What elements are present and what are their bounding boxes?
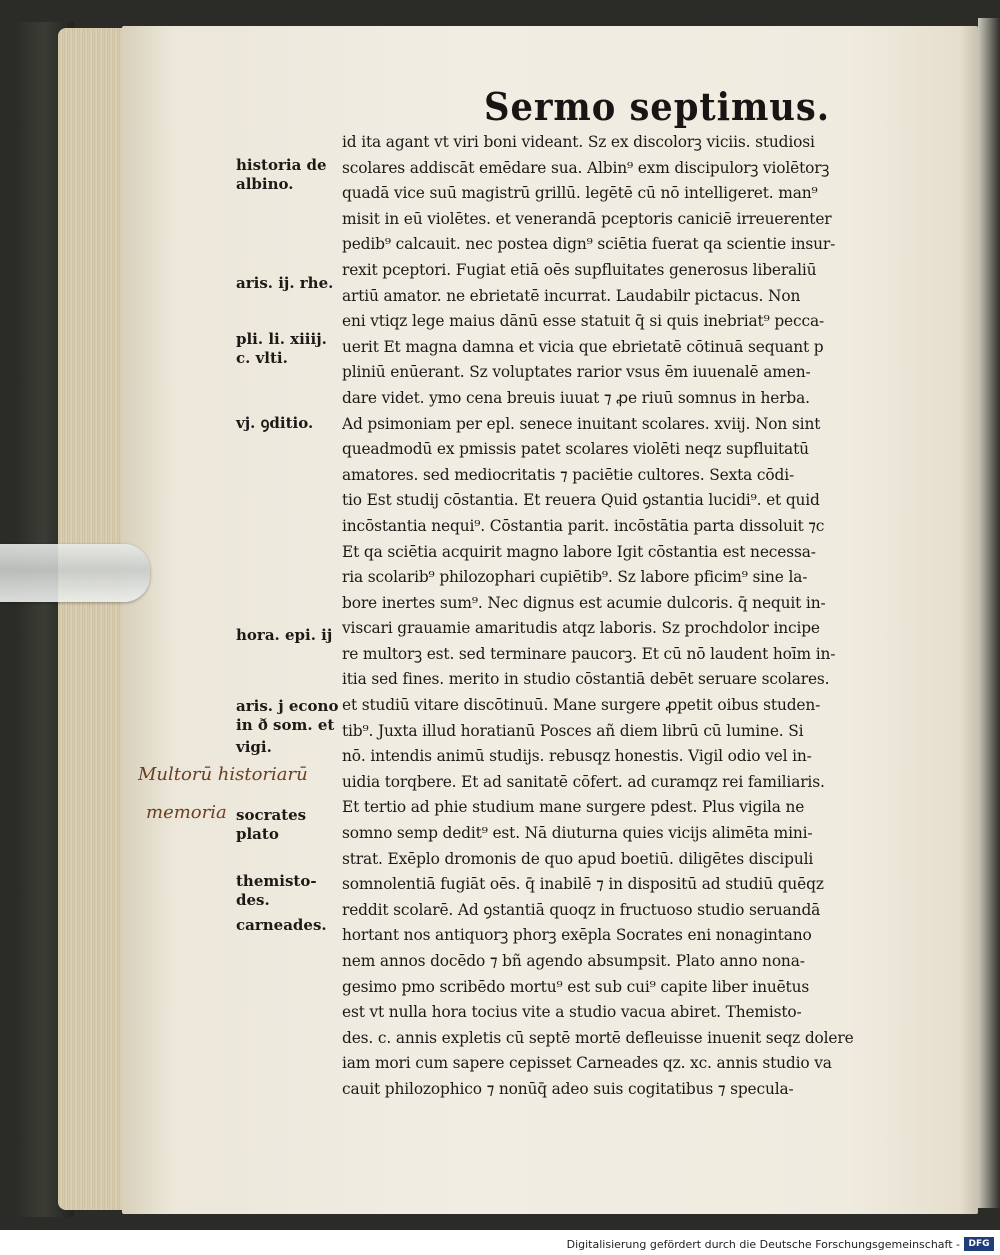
- text-line: strat. Exēplo dromonis de quo apud boetiū. diligētes discipuli: [342, 849, 814, 868]
- text-line: est vt nulla hora tocius vite a studio vacua abiret. Themisto-: [342, 1003, 802, 1022]
- text-line: artiū amator. ne ebrietatē incurrat. Laudabilr pictacus. Non: [342, 286, 801, 305]
- text-line: id ita agant vt viri boni videant. Sz ex discolorꝫ viciis. studiosi: [342, 133, 815, 151]
- page-edges: [58, 28, 130, 1210]
- margin-note: [236, 738, 272, 757]
- margin-note-line: themisto-: [236, 872, 317, 890]
- text-line: Et tertio ad phie studium mane surgere pdest. Plus vigila ne: [342, 798, 805, 817]
- margin-note-line: socrates: [236, 806, 307, 824]
- margin-note-line: in ð som. et: [236, 716, 335, 734]
- text-line: re multorꝫ est. sed terminare paucorꝫ. Et cū nō laudent hoīm in-: [342, 644, 836, 663]
- text-line: misit in eū violētes. et venerandā pceptoris caniciē irreuerenter: [342, 209, 832, 228]
- text-line: scolares addiscāt emēdare sua. Albin⁹ exm discipulorꝫ violētorꝫ: [342, 158, 830, 177]
- text-line: bore inertes sum⁹. Nec dignus est acumie dulcoris. q̄ nequit in-: [342, 593, 826, 612]
- body-text: [342, 130, 910, 1103]
- margin-note: [236, 626, 332, 645]
- margin-note-line: vigi.: [236, 738, 272, 756]
- text-line: somnolentiā fugiāt oēs. q̄ inabilē ⁊ in dispositū ad studiū quēqz: [342, 875, 824, 894]
- text-line: uidia torqbere. Et ad sanitatē cōfert. ad curamqz rei familiaris.: [342, 772, 825, 791]
- margin-note-line: aris. ij. rhe.: [236, 274, 334, 292]
- text-line: gesimo pmo scribēdo mortu⁹ est sub cui⁹ capite liber inuētus: [342, 977, 810, 996]
- text-line: amatores. sed mediocritatis ⁊ paciētie cultores. Sexta cōdi-: [342, 465, 795, 484]
- text-line: Et qa sciētia acquirit magno labore Igit cōstantia est necessa-: [342, 542, 816, 561]
- margin-note: [236, 916, 327, 935]
- page-gutter-shadow: [960, 26, 978, 1214]
- margin-note: [236, 806, 306, 844]
- text-line: et studiū vitare discōtinuū. Mane surgere ꝓpetit oibus studen-: [342, 696, 821, 715]
- text-line: rexit pceptori. Fugiat etiā oēs supfluitates generosus liberaliū: [342, 260, 817, 279]
- margin-note-line: carneades.: [236, 916, 327, 934]
- text-line: nem annos docēdo ⁊ bñ agendo absumpsit. Plato anno nona-: [342, 952, 805, 970]
- bookmark-clip: [0, 544, 150, 602]
- margin-note: [236, 414, 313, 433]
- margin-note-line: c. vlti.: [236, 349, 288, 367]
- handwritten-annotation: Multorū historiarū: [138, 764, 308, 785]
- text-line: reddit scolarē. Ad ꝯstantiā quoqz in fructuoso studio seruandā: [342, 900, 821, 919]
- text-line: Ad psimoniam per epl. senece inuitant scolares. xviij. Non sint: [342, 414, 821, 433]
- text-line: tio Est studij cōstantia. Et reuera Quid ꝯstantia lucidi⁹. et quid: [342, 491, 820, 510]
- margin-note-line: hora. epi. ij: [236, 626, 333, 644]
- margin-note-line: albino.: [236, 175, 294, 193]
- margin-note-line: des.: [236, 891, 270, 909]
- margin-note-line: plato: [236, 825, 279, 843]
- text-line: quadā vice suū magistrū grillū. legētē cū nō intelligeret. man⁹: [342, 184, 818, 203]
- dfg-logo: DFG: [964, 1237, 994, 1251]
- text-line: queadmodū ex pmissis patet scolares violēti neqz supfluitatū: [342, 440, 809, 459]
- text-line: des. c. annis expletis cū septē mortē defleuisse inuenit seqz dolere: [342, 1028, 854, 1047]
- text-line: nō. intendis animū studijs. rebusqz honestis. Vigil odio vel in-: [342, 747, 812, 766]
- text-line: uerit Et magna damna et vicia que ebrietatē cōtinuā sequant p: [342, 337, 824, 356]
- footer-credit: Digitalisierung gefördert durch die Deutsche Forschungsgemeinschaft -: [566, 1238, 960, 1251]
- margin-note-line: pli. li. xiiij.: [236, 330, 327, 348]
- handwritten-annotation: memoria: [146, 802, 227, 823]
- page-header-title: Sermo septimus.: [484, 84, 830, 129]
- text-line: itia sed fines. merito in studio cōstantiā debēt seruare scolares.: [342, 670, 830, 689]
- text-line: ria scolarib⁹ philozophari cupiētib⁹. Sz labore pficim⁹ sine la-: [342, 568, 808, 587]
- text-line: viscari grauamie amaritudis atqz laboris. Sz prochdolor incipe: [342, 619, 820, 638]
- text-line: somno semp dedit⁹ est. Nā diuturna quies vicijs alimēta mini-: [342, 824, 813, 843]
- text-line: dare videt. ymo cena breuis iuuat ⁊ ꝓe riuū somnus in herba.: [342, 388, 810, 407]
- margin-note-line: aris. j econo: [236, 697, 339, 715]
- margin-note: [236, 156, 327, 194]
- text-line: hortant nos antiquorꝫ phorꝫ exēpla Socrates eni nonagintano: [342, 926, 812, 945]
- cover-board-right: [978, 18, 1000, 1208]
- footer: [0, 1234, 1000, 1255]
- text-line: pliniū enūerant. Sz voluptates rarior vsus ēm iuuenalē amen-: [342, 363, 811, 382]
- text-line: eni vtiqz lege maius dānū esse statuit q̄ si quis inebriat⁹ pecca-: [342, 312, 825, 331]
- text-line: iam mori cum sapere cepisset Carneades qz. xc. annis studio va: [342, 1054, 832, 1073]
- margin-note: [236, 330, 327, 368]
- text-line: cauit philozophico ⁊ nonūq̄ adeo suis cogitatibus ⁊ specula-: [342, 1079, 794, 1098]
- margin-note: [236, 274, 333, 293]
- text-line: tib⁹. Juxta illud horatianū Posces añ diem librū cū lumine. Si: [342, 721, 804, 740]
- margin-note-line: vj. ꝯditio.: [236, 414, 314, 432]
- text-line: pedib⁹ calcauit. nec postea dign⁹ sciētia fuerat qa scientie insur-: [342, 235, 836, 254]
- margin-note: [236, 697, 338, 735]
- margin-note: [236, 872, 317, 910]
- text-line: incōstantia nequi⁹. Cōstantia parit. incōstātia parta dissoluit ⁊c: [342, 516, 825, 535]
- margin-note-line: historia de: [236, 156, 327, 174]
